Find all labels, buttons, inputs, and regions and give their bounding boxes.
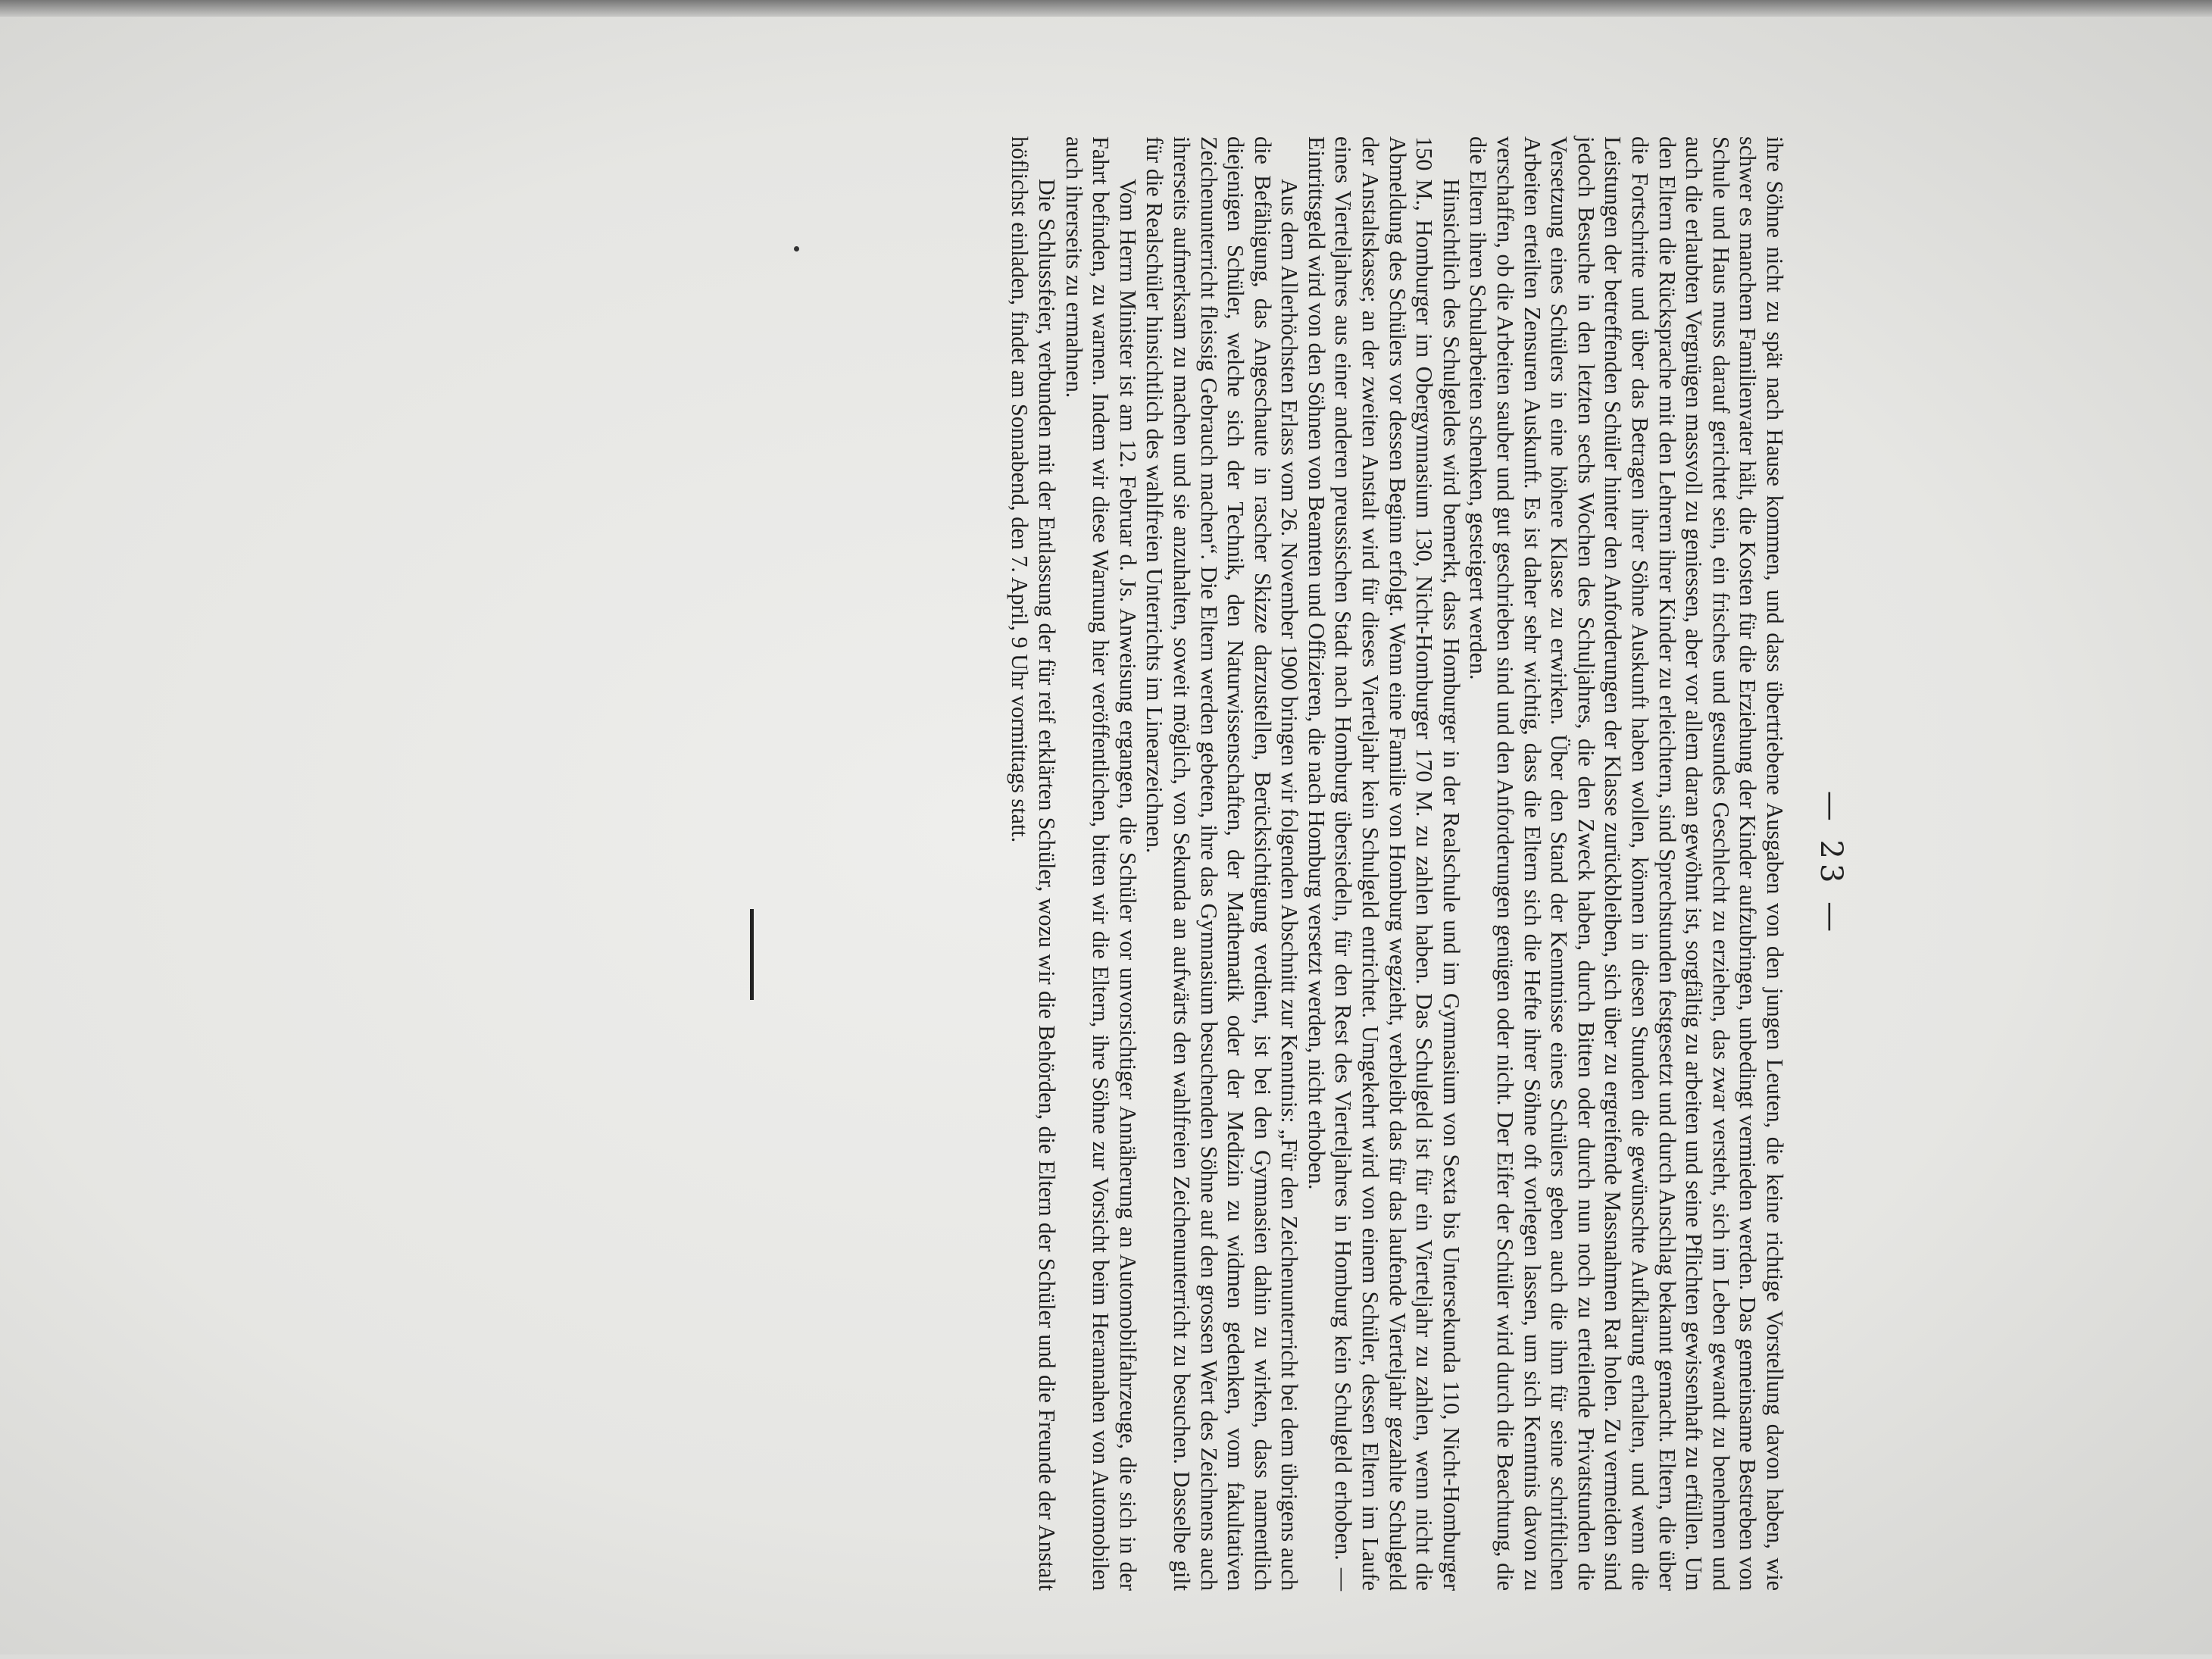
paragraph-school-fees: Hinsichtlich des Schulgeldes wird bemerkt, dass Homburger in der Realschule und im Gymnasium von Sexta bis Untersekunda 110, Nicht-Homburger 150 M., Homburger im Obergymnasium 130, Nicht-Homburger 170 M. zu zahlen haben. Das Schulgeld ist für ein Vierteljahr zu zahlen, wenn nicht die Abmeldung des Schülers vor dessen Beginn erfolgt. Wenn eine Familie von Homburg wegzieht, verbleibt das für das laufende Vierteljahr gezahlte Schulgeld der Anstaltskasse; an der zweiten Anstalt wird für dieses Vierteljahr kein Schulgeld entrichtet. Umgekehrt wird von einem Schüler, dessen Eltern im Laufe eines Vierteljahres aus einer anderen preussischen Stadt nach Homburg übersiedeln, für den Rest des Vierteljahres in Homburg kein Schulgeld erhoben. — Eintrittsgeld wird von den Söhnen von Beamten und Offizieren, die nach Homburg versetzt werden, nicht erhoben. <box>1303 136 1464 1591</box>
scanner-edge <box>0 0 2212 17</box>
paragraph-parents: ihre Söhne nicht zu spät nach Hause kommen, und dass übertriebene Ausgaben von den jungen Leuten, die keine richtige Vorstellung davon haben, wie schwer es manchem Familienvater hält, die Kosten für die Erziehung der Kinder aufzubringen, unbedingt vermieden werden. Das gemeinsame Bestreben von Schule und Haus muss darauf gerichtet sein, ein frisches und gesundes Geschlecht zu erziehen, das zwar versteht, sich im Leben gewandt zu benehmen und auch die erlaubten Vergnügen massvoll zu geniessen, aber vor allem daran gewöhnt ist, sorgfältig zu arbeiten und seine Pflichten gewissenhaft zu erfüllen. Um den Eltern die Rücksprache mit den Lehrern ihrer Kinder zu erleichtern, sind Sprechstunden festgesetzt und durch Anschlag bekannt gemacht. Eltern, die über die Fortschritte und über das Betragen ihrer Söhne Auskunft haben wollen, können in diesen Stunden die gewünschte Aufklärung erhalten, und wenn die Leistungen der betreffenden Schüler hinter den Anforderungen der Klasse zurückbleiben, sich über zu ergreifende Massnahmen Rat holen. Zu vermeiden sind jedoch Besuche in den letzten sechs Wochen des Schuljahres, die den Zweck haben, durch Bitten oder durch nun noch zu erteilende Privatstunden die Versetzung eines Schülers in eine höhere Klasse zu erwirken. Über den Stand der Kenntnisse eines Schülers geben auch die ihm für seine schriftlichen Arbeiten erteilten Zensuren Auskunft. Es ist daher sehr wichtig, dass die Eltern sich die Hefte ihrer Söhne oft vorlegen lassen, um sich Kenntnis davon zu verschaffen, ob die Arbeiten sauber und gut geschrieben sind und den Anforderungen genügen oder nicht. Der Eifer der Schüler wird durch die Beachtung, die die Eltern ihren Schularbeiten schenken, gesteigert werden. <box>1465 136 1788 1591</box>
page-number: — 23 — <box>1814 790 1848 937</box>
closing-rule <box>750 909 754 1000</box>
paragraph-drawing: Aus dem Allerhöchsten Erlass vom 26. November 1900 bringen wir folgenden Abschnitt zur Kenntnis: „Für den Zeichenunterricht bei dem übrigens auch die Befähigung, das Angeschaute in rascher Skizze darzustellen, Berücksichtigung verdient, ist bei den Gymnasien dahin zu wirken, dass namentlich diejenigen Schüler, welche sich der Technik, den Naturwissenschaften, der Mathematik oder der Medizin zu widmen gedenken, vom fakultativen Zeichenunterricht fleissig Gebrauch machen“. Die Eltern werden gebeten, ihre das Gymnasium besuchenden Söhne auf den grossen Wert des Zeichnens auch ihrerseits aufmerksam zu machen und sie anzuhalten, soweit möglich, von Sekunda an aufwärts den wahlfreien Zeichenunterricht zu besuchen. Dasselbe gilt für die Realschüler hinsichtlich des wahlfreien Unterrichts im Linearzeichnen. <box>1142 136 1303 1591</box>
ink-speck <box>794 246 799 252</box>
paragraph-automobiles: Vom Herrn Minister ist am 12. Februar d. Js. Anweisung ergangen, die Schüler vor unvorsichtiger Annäherung an Automobilfahrzeuge, die sich in der Fahrt befinden, zu warnen. Indem wir diese Warnung hier veröffentlichen, bitten wir die Eltern, ihre Söhne zur Vorsicht beim Herannahen von Automobilen auch ihrerseits zu ermahnen. <box>1061 136 1141 1591</box>
rotated-page <box>258 68 1848 1659</box>
paragraph-final-ceremony: Die Schlussfeier, verbunden mit der Entlassung der für reif erklärten Schüler, wozu wir die Behörden, die Eltern der Schüler und die Freunde der Anstalt höflichst einladen, findet am Sonnabend, den 7. April, 9 Uhr vormittags statt. <box>1007 136 1060 1591</box>
page-body <box>1006 136 1788 1591</box>
